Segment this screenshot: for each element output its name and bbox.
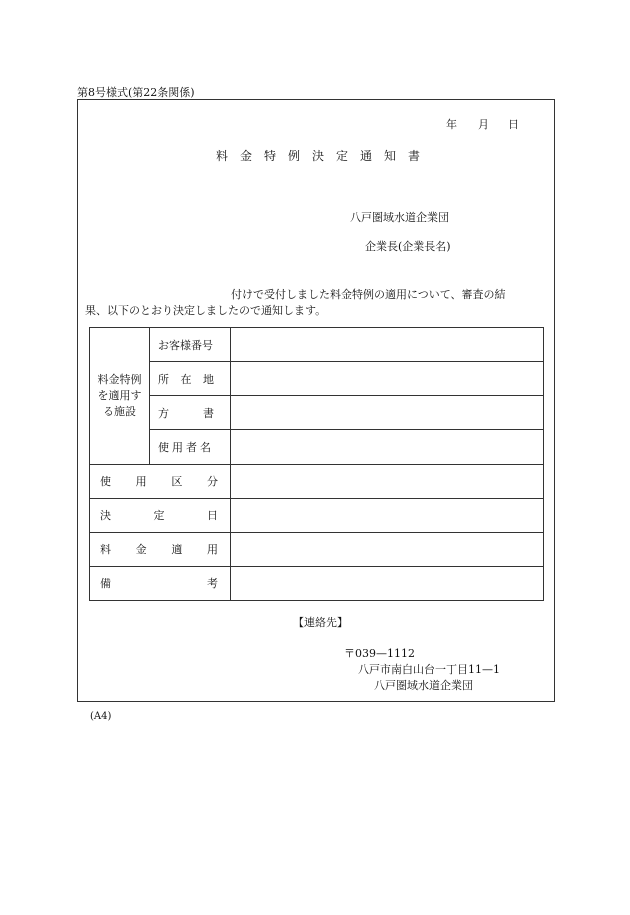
contact-postal-code: 〒039—1112 — [344, 647, 415, 660]
table-row — [90, 498, 544, 532]
date-month-label: 月 — [478, 118, 489, 131]
group-label-line: 料金特例 — [97, 372, 142, 386]
rate-applied-field — [231, 532, 544, 566]
contact-heading: 【連絡先】 — [293, 616, 348, 629]
label-char: 料 — [100, 543, 111, 557]
group-label-line: を適用す — [97, 388, 142, 402]
customer-number-label: お客様番号 — [150, 328, 231, 362]
address-detail-field — [231, 396, 544, 430]
body-text-line-1: 付けで受付しました料金特例の適用について、審査の結 — [231, 288, 506, 301]
remarks-label — [90, 566, 231, 600]
issuer-title: 企業長(企業長名) — [365, 240, 451, 253]
table-row — [90, 532, 544, 566]
usage-class-label — [90, 464, 231, 498]
address-detail-label — [150, 396, 231, 430]
label-char: 分 — [206, 475, 218, 489]
label-char: 区 — [171, 475, 183, 489]
label-char: 決 — [100, 509, 111, 523]
table-row — [90, 566, 544, 600]
customer-number-field — [231, 328, 544, 362]
label-char: 備 — [100, 577, 111, 591]
label-char: 所 — [158, 372, 169, 386]
date-day-label: 日 — [508, 118, 519, 131]
location-field — [231, 362, 544, 396]
label-char: 適 — [171, 543, 183, 557]
date-line — [446, 116, 519, 132]
remarks-field — [231, 566, 544, 600]
contact-organization: 八戸圏域水道企業団 — [374, 679, 473, 692]
label-char: 用 — [206, 543, 218, 557]
label-char: 定 — [153, 509, 165, 523]
table-row — [90, 396, 544, 430]
label-text: 使用者名 — [158, 440, 214, 454]
table-row — [90, 362, 544, 396]
usage-class-field — [231, 464, 544, 498]
label-char: 在 — [180, 372, 192, 386]
facility-group-label — [90, 328, 150, 465]
table-row — [90, 464, 544, 498]
location-label — [150, 362, 231, 396]
label-char: 書 — [203, 406, 214, 420]
decision-table — [89, 327, 544, 601]
label-char: 金 — [135, 543, 147, 557]
decision-date-field — [231, 498, 544, 532]
document-title: 料金特例決定通知書 — [216, 149, 433, 163]
label-char: 用 — [135, 475, 147, 489]
table-row — [90, 430, 544, 464]
decision-date-label — [90, 498, 231, 532]
table-row — [90, 328, 544, 362]
paper-size-note: (A4) — [90, 711, 112, 722]
form-number: 第8号様式(第22条関係) — [77, 86, 195, 99]
date-year-label: 年 — [446, 118, 457, 131]
label-char: 考 — [207, 577, 218, 591]
group-label-line: る施設 — [103, 404, 136, 418]
body-text-line-2: 果、以下のとおり決定しましたので通知します。 — [85, 304, 327, 317]
label-char: 方 — [158, 406, 169, 420]
issuer-organization: 八戸圏域水道企業団 — [350, 211, 449, 224]
label-char: 地 — [203, 372, 214, 386]
label-char: 日 — [207, 509, 218, 523]
label-char: 使 — [100, 475, 111, 489]
contact-address: 八戸市南白山台一丁目11—1 — [358, 663, 500, 676]
rate-applied-label — [90, 532, 231, 566]
user-name-label — [150, 430, 231, 464]
user-name-field — [231, 430, 544, 464]
